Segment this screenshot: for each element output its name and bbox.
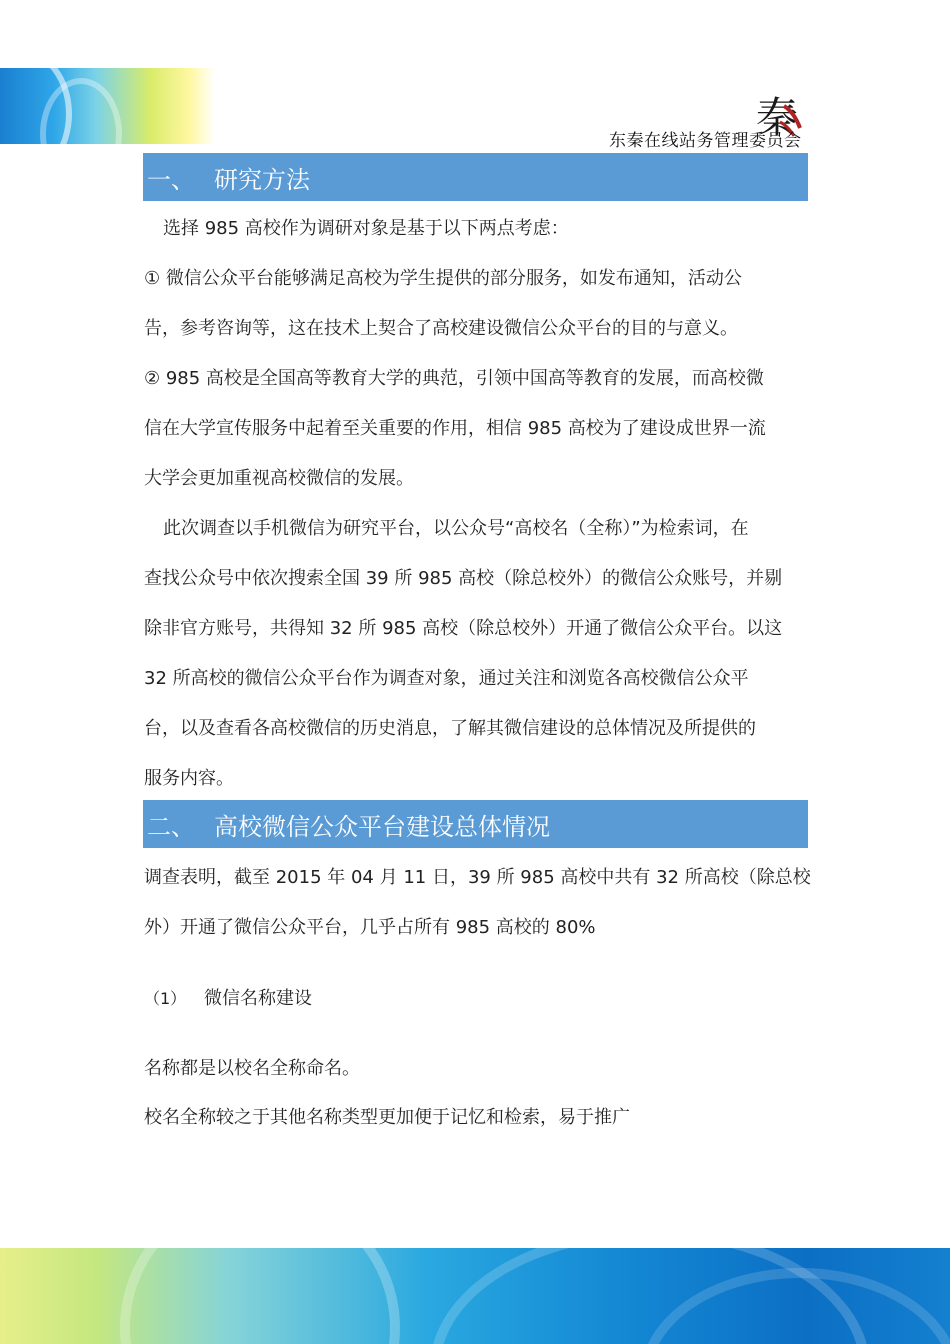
paragraph-line: 除非官方账号，共得知 32 所 985 高校（除总校外）开通了微信公众平台。以这	[144, 618, 783, 639]
paragraph-line: 服务内容。	[144, 768, 234, 789]
paragraph-line: 此次调查以手机微信为研究平台，以公众号“高校名（全称）”为检索词，在	[163, 518, 749, 539]
logo-glyph: 秦	[756, 93, 799, 140]
subheading-number: （1）	[144, 989, 187, 1008]
header-decoration	[0, 68, 215, 144]
section-title: 研究方法	[214, 165, 310, 194]
paragraph-line: 外）开通了微信公众平台，几乎占所有 985 高校的 80%	[144, 917, 596, 938]
section-title: 高校微信公众平台建设总体情况	[214, 812, 550, 841]
paragraph-line: 台，以及查看各高校微信的历史消息，了解其微信建设的总体情况及所提供的	[144, 718, 756, 739]
paragraph-line: ① 微信公众平台能够满足高校为学生提供的部分服务，如发布通知，活动公	[144, 268, 742, 289]
paragraph-line: 大学会更加重视高校微信的发展。	[144, 468, 414, 489]
paragraph-line: 查找公众号中依次搜索全国 39 所 985 高校（除总校外）的微信公众账号，并剔	[144, 568, 783, 589]
footer-decoration	[0, 1248, 950, 1344]
paragraph-line: 校名全称较之于其他名称类型更加便于记忆和检索，易于推广	[144, 1107, 630, 1128]
paragraph-line: 名称都是以校名全称命名。	[144, 1058, 360, 1079]
paragraph-line: 32 所高校的微信公众平台作为调查对象，通过关注和浏览各高校微信公众平	[144, 668, 749, 689]
subheading-title: 微信名称建设	[204, 988, 312, 1009]
paragraph-line: 选择 985 高校作为调研对象是基于以下两点考虑：	[163, 218, 569, 239]
paragraph-line: 调查表明，截至 2015 年 04 月 11 日，39 所 985 高校中共有 32 所高校（除总校	[144, 867, 811, 888]
paragraph-line: 信在大学宣传服务中起着至关重要的作用，相信 985 高校为了建设成世界一流	[144, 418, 766, 439]
section-heading-1	[143, 153, 808, 201]
section-number: 二、	[147, 812, 195, 841]
org-name: 东秦在线站务管理委员会	[609, 131, 802, 151]
section-heading-2	[143, 800, 808, 848]
paragraph-line: ② 985 高校是全国高等教育大学的典范，引领中国高等教育的发展，而高校微	[144, 368, 764, 389]
paragraph-line: 告，参考咨询等，这在技术上契合了高校建设微信公众平台的目的与意义。	[144, 318, 738, 339]
section-number: 一、	[147, 165, 195, 194]
subheading	[144, 984, 312, 1010]
